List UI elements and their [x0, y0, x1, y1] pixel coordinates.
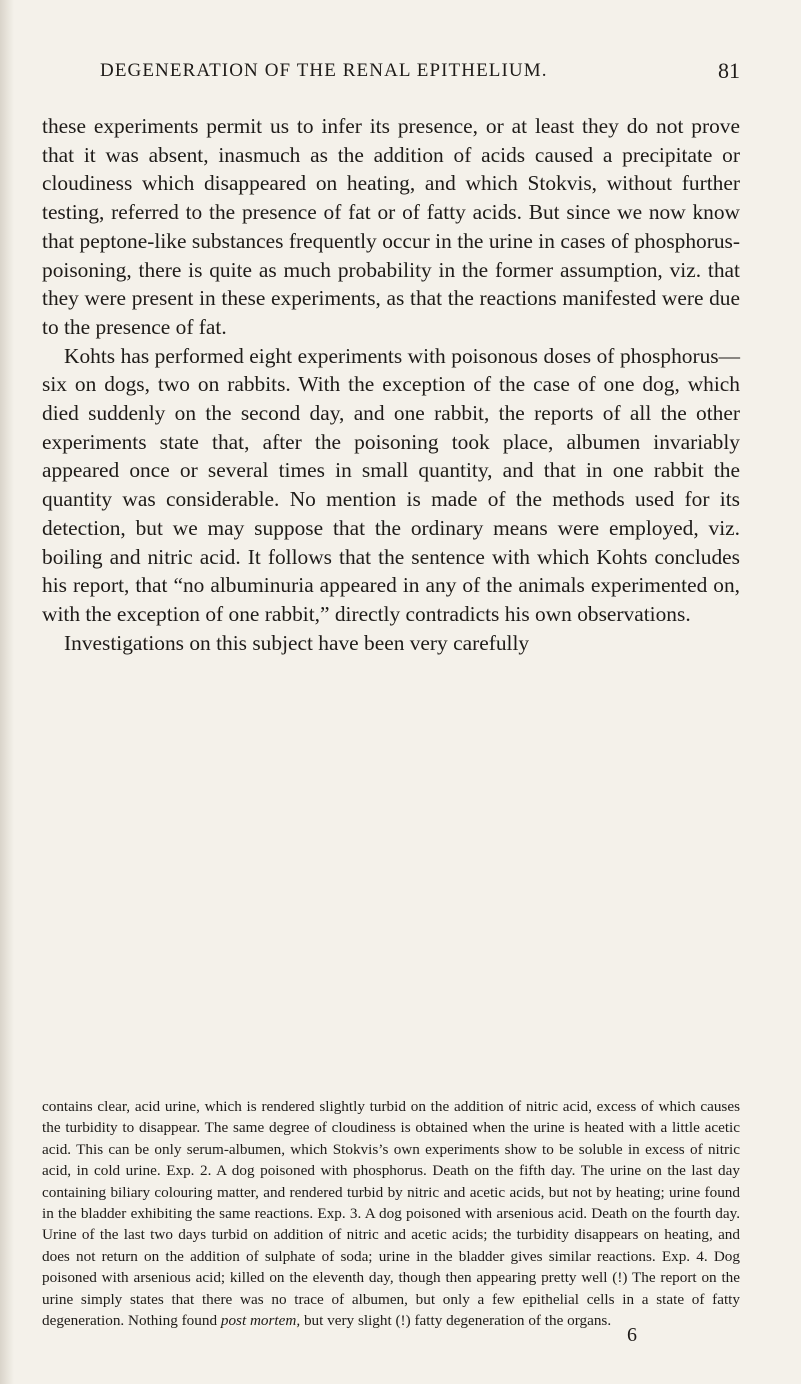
- paragraph-1: these experiments permit us to infer its presence, or at least they do not prove that it was absent, inasmuch as the addition of acids caused a precipitate or cloudiness which disappeared on heating, and which Stokvis, without further testing, referred to the presence of fat or of fatty acids. But since we now know that peptone-like substances frequently occur in the urine in cases of phosphorus-poisoning, there is quite as much probability in the former assumption, viz. that they were present in these experiments, as that the reactions manifested were due to the presence of fat.: [42, 114, 740, 339]
- page-header: [100, 60, 740, 90]
- footnote-text-part-1: contains clear, acid urine, which is rendered slightly turbid on the addition of nitric acid, excess of which causes the turbidity to disappear. The same degree of cloudiness is obtained when the urine is heated with a little acetic acid. This can be only serum-albumen, which Stokvis’s own experiments show to be soluble in excess of nitric acid, in cold urine. Exp. 2. A dog poisoned with phosphorus. Death on the fifth day. The urine on the last day containing biliary colouring matter, and rendered turbid by nitric and acetic acids, but not by heating; urine found in the bladder exhibiting the same reactions. Exp. 3. A dog poisoned with arsenious acid. Death on the fourth day. Urine of the last two days turbid on addition of nitric and acetic acids; the turbidity disappears on heating, and does not return on the addition of sulphate of soda; urine in the bladder gives similar reactions. Exp. 4. Dog poisoned with arsenious acid; killed on the eleventh day, though then appearing pretty well (!) The report on the urine simply states that there was no trace of albumen, but only a few epithelial cells in a state of fatty degeneration. Nothing found: [42, 1098, 740, 1330]
- main-text: [42, 112, 740, 657]
- signature-mark: 6: [627, 1324, 637, 1346]
- paragraph-3: Investigations on this subject have been very carefully: [64, 630, 530, 655]
- footnote: [42, 1096, 740, 1331]
- page-gutter-shadow: [0, 0, 14, 1384]
- paragraph-2: Kohts has performed eight experiments with poisonous doses of phosphorus—six on dogs, two on rabbits. With the exception of the case of one dog, which died suddenly on the second day, and one rabbit, the reports of all the other experiments state that, after the poisoning took place, albumen invariably appeared once or several times in small quantity, and that in one rabbit the quantity was considerable. No mention is made of the methods used for its detection, but we may suppose that the ordinary means were employed, viz. boiling and nitric acid. It follows that the sentence with which Kohts concludes his report, that “no albuminuria appeared in any of the animals experimented on, with the exception of one rabbit,” directly contradicts his own observations.: [42, 343, 740, 626]
- footnote-italic-phrase: post mortem,: [220, 1312, 301, 1330]
- page-number: 81: [718, 58, 740, 83]
- running-head: DEGENERATION OF THE RENAL EPITHELIUM.: [100, 60, 548, 81]
- footnote-text-part-2: but very slight (!) fatty degeneration of the organs.: [300, 1312, 612, 1330]
- footnote-text: [42, 1096, 740, 1331]
